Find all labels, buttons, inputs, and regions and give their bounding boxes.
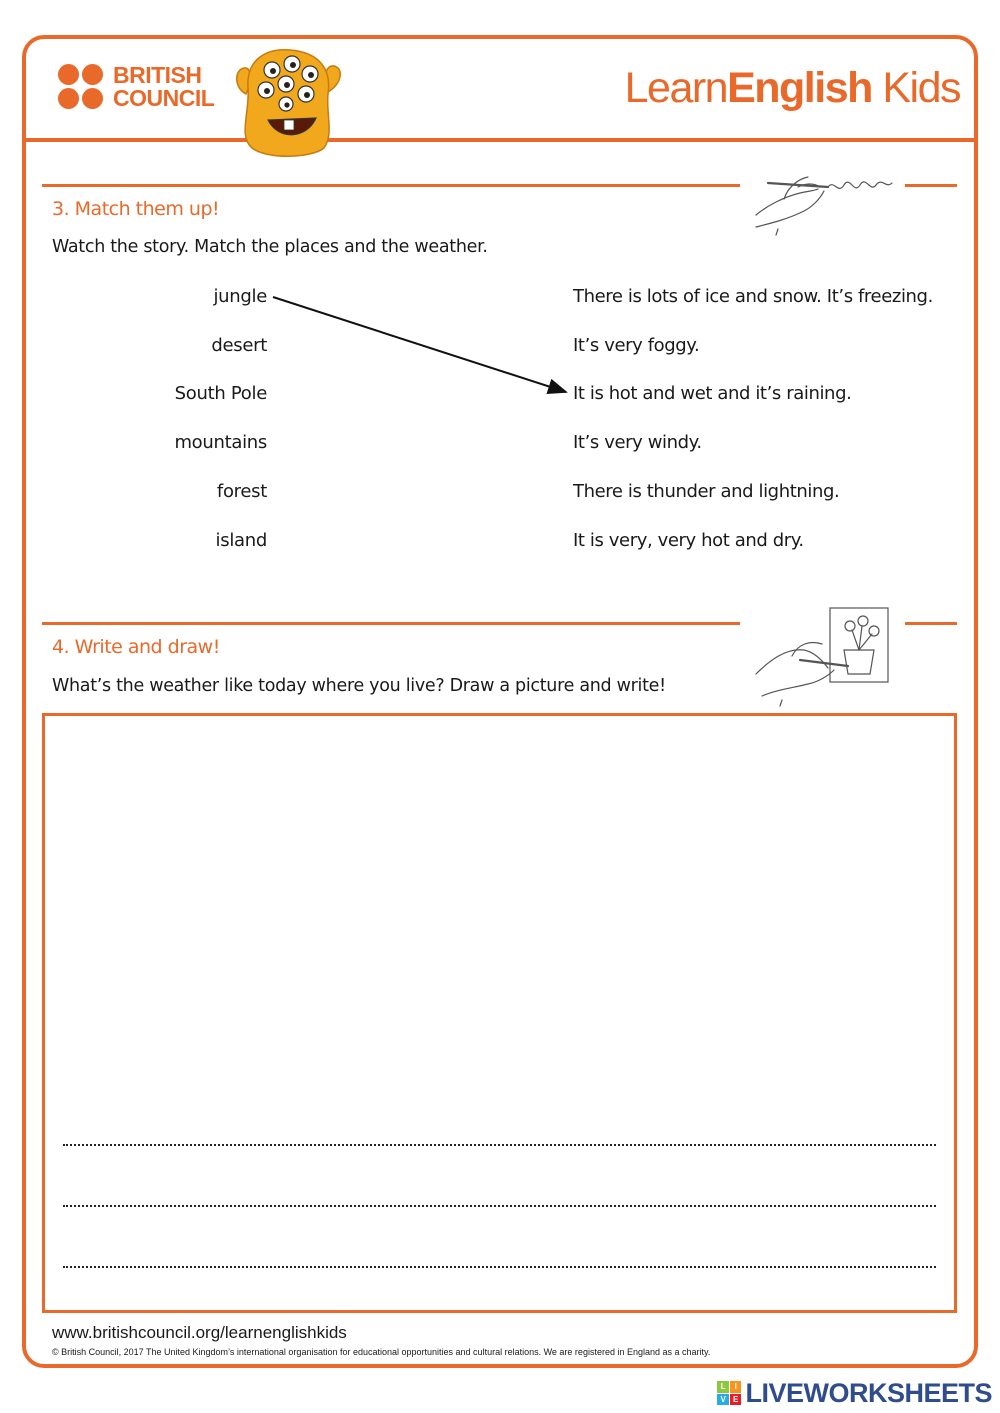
weather-foggy[interactable]: It’s very foggy. <box>573 335 700 356</box>
place-forest[interactable]: forest <box>216 481 267 502</box>
weather-ice-snow[interactable]: There is lots of ice and snow. It’s freezing. <box>573 286 933 307</box>
place-island[interactable]: island <box>215 530 267 551</box>
british-council-dots-icon <box>58 64 106 112</box>
footer-copyright: © British Council, 2017 The United Kingdom’s international organisation for educational opportunities and cultural relations. We are registered in England as a charity. <box>52 1347 711 1357</box>
header-divider <box>22 138 978 142</box>
drawing-area[interactable] <box>42 713 957 1313</box>
place-desert[interactable]: desert <box>211 335 267 356</box>
section4-divider-right <box>905 622 957 625</box>
place-south-pole[interactable]: South Pole <box>174 383 267 404</box>
footer-url: www.britishcouncil.org/learnenglishkids <box>52 1323 347 1342</box>
section4-instruction: What’s the weather like today where you live? Draw a picture and write! <box>52 676 666 696</box>
british-council-logo <box>58 64 228 114</box>
writing-line-2[interactable] <box>63 1205 936 1207</box>
writing-line-3[interactable] <box>63 1266 936 1268</box>
writing-line-1[interactable] <box>63 1144 936 1146</box>
weather-thunder-lightning[interactable]: There is thunder and lightning. <box>573 481 840 502</box>
logo-english: English <box>727 64 872 112</box>
weather-hot-wet-raining[interactable]: It is hot and wet and it’s raining. <box>573 383 852 404</box>
place-mountains[interactable]: mountains <box>174 432 267 453</box>
section3-divider-left <box>42 184 740 187</box>
section4-divider-left <box>42 622 740 625</box>
weather-windy[interactable]: It’s very windy. <box>573 432 702 453</box>
british-council-line1: BRITISH <box>113 62 202 88</box>
logo-learn: Learn <box>624 64 728 112</box>
liveworksheets-logo-icon: L I V E <box>717 1381 741 1405</box>
weather-hot-dry[interactable]: It is very, very hot and dry. <box>573 530 804 551</box>
liveworksheets-brand-text: LIVEWORKSHEETS <box>745 1377 992 1408</box>
section3-title: 3. Match them up! <box>52 198 220 220</box>
logo-kids: Kids <box>871 64 960 112</box>
monster-mascot-icon <box>228 48 348 160</box>
liveworksheets-watermark <box>717 1377 992 1409</box>
section3-instruction: Watch the story. Match the places and the weather. <box>52 237 488 257</box>
section4-title: 4. Write and draw! <box>52 636 220 658</box>
place-jungle[interactable]: jungle <box>213 286 267 307</box>
writing-hand-icon <box>748 165 898 237</box>
section3-divider-right <box>905 184 957 187</box>
learn-english-kids-logo <box>625 64 960 113</box>
british-council-line2: COUNCIL <box>113 85 215 111</box>
drawing-hand-icon <box>752 604 892 708</box>
